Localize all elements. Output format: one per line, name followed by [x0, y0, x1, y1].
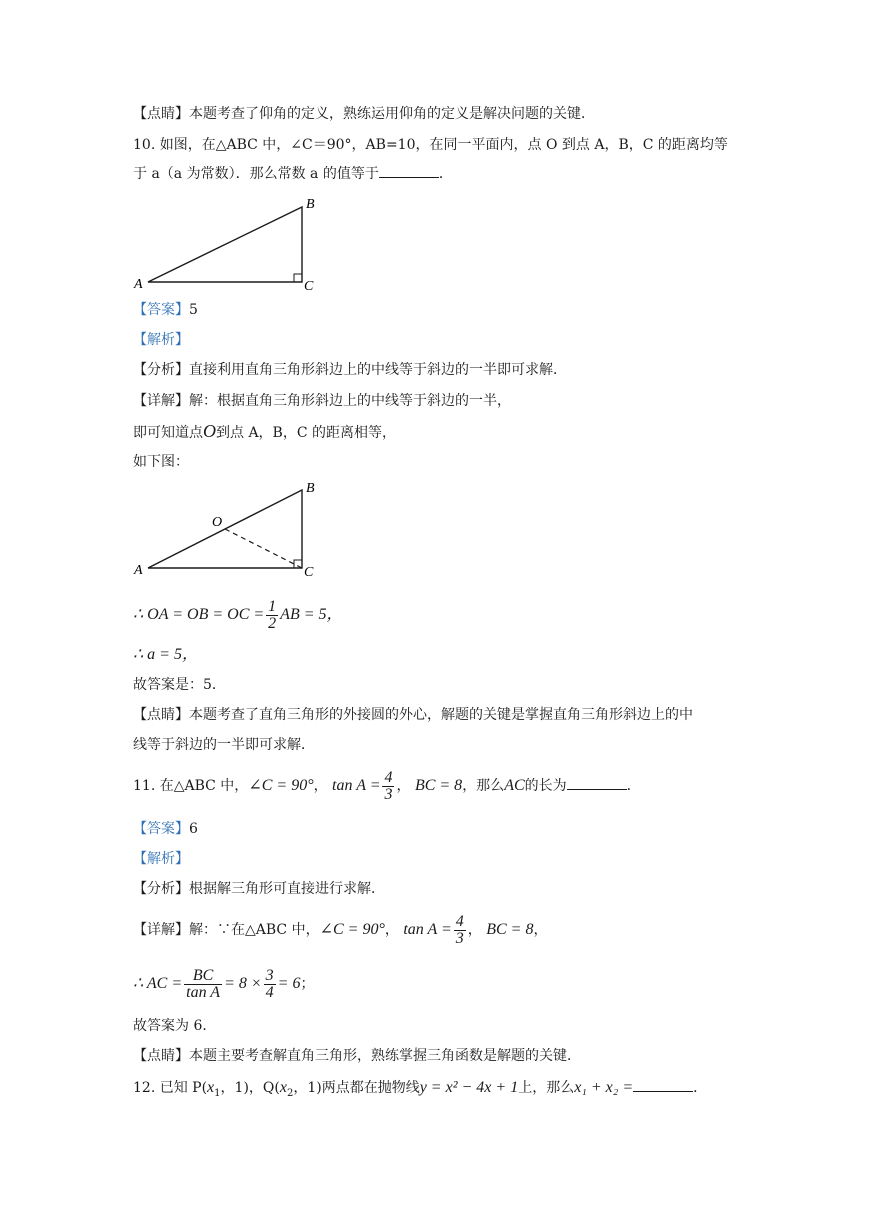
label-O: O — [212, 515, 223, 530]
answer-10: 【答案】5 — [133, 302, 198, 318]
triangle-figure-1 — [130, 190, 330, 300]
eq-11: ∴ AC = $\frac{BC}{\text{tan A}}$ = 8 × $\frac{3}{4}$ = 6； — [133, 966, 315, 1001]
answer-line-11: 故答案为 6． — [133, 1018, 217, 1034]
q11-line: 11. 在△ABC 中，∠C = 90°， tan A = $\frac{4}{3}$ ， BC = 8，那么AC的长为 ． — [133, 768, 641, 803]
note-10-line1: 【点睛】本题考查了直角三角形的外接圆的外心，解题的关键是掌握直角三角形斜边上的中 — [133, 707, 693, 723]
answer-11: 【答案】6 — [133, 821, 198, 837]
eq-10a: ∴ OA = OB = OC = $\frac{1}{2}$ AB = 5， — [133, 597, 343, 632]
label-C: C — [304, 565, 314, 580]
q10-line1: 10. 如图，在△ABC 中，∠C＝90°，AB=10，在同一平面内，点 O 到点 A，B，C 的距离均等 — [133, 137, 728, 153]
label-A: A — [134, 563, 143, 578]
q12-line: 12. 已知 $P(x_1$，1)，$Q(x_2$，1)两点都在抛物线y = x² − 4x + 1上，那么x₁ + x₂ = ． — [133, 1079, 708, 1099]
detail-11: 【详解】解：∵在△ABC 中，∠C = 90°， tan A = $\frac{4}{3}$ ， BC = 8， — [133, 912, 548, 947]
detail-10: 【详解】解：根据直角三角形斜边上的中线等于斜边的一半， — [133, 393, 511, 409]
analysis-tag-10: 【解析】 — [133, 332, 189, 348]
answer-blank — [567, 777, 627, 790]
note-11: 【点睛】本题主要考查解直角三角形，熟练掌握三角函数是解题的关键． — [133, 1048, 581, 1064]
note-line: 【点睛】本题考查了仰角的定义，熟练运用仰角的定义是解决问题的关键． — [133, 106, 595, 122]
label-C: C — [304, 279, 314, 294]
label-A: A — [134, 277, 143, 292]
label-B: B — [306, 481, 315, 496]
label-B: B — [306, 197, 315, 212]
q10-line2: 于 a（a 为常数）．那么常数 a 的值等于 ． — [133, 166, 453, 182]
triangle-figure-2 — [130, 478, 330, 583]
answer-line-10: 故答案是：5． — [133, 677, 226, 693]
detail-10b: 即可知道点O到点 A，B，C 的距离相等， — [133, 421, 397, 441]
answer-blank — [379, 165, 439, 178]
analysis-10: 【分析】直接利用直角三角形斜边上的中线等于斜边的一半即可求解． — [133, 362, 567, 378]
eq-10b: ∴ a = 5， — [133, 646, 198, 663]
analysis-tag-11: 【解析】 — [133, 851, 189, 867]
analysis-11: 【分析】根据解三角形可直接进行求解． — [133, 881, 385, 897]
detail-10c: 如下图： — [133, 454, 189, 470]
answer-blank — [633, 1079, 693, 1092]
tag: 【点睛】 — [133, 106, 189, 122]
note-10-line2: 线等于斜边的一半即可求解． — [133, 737, 315, 753]
